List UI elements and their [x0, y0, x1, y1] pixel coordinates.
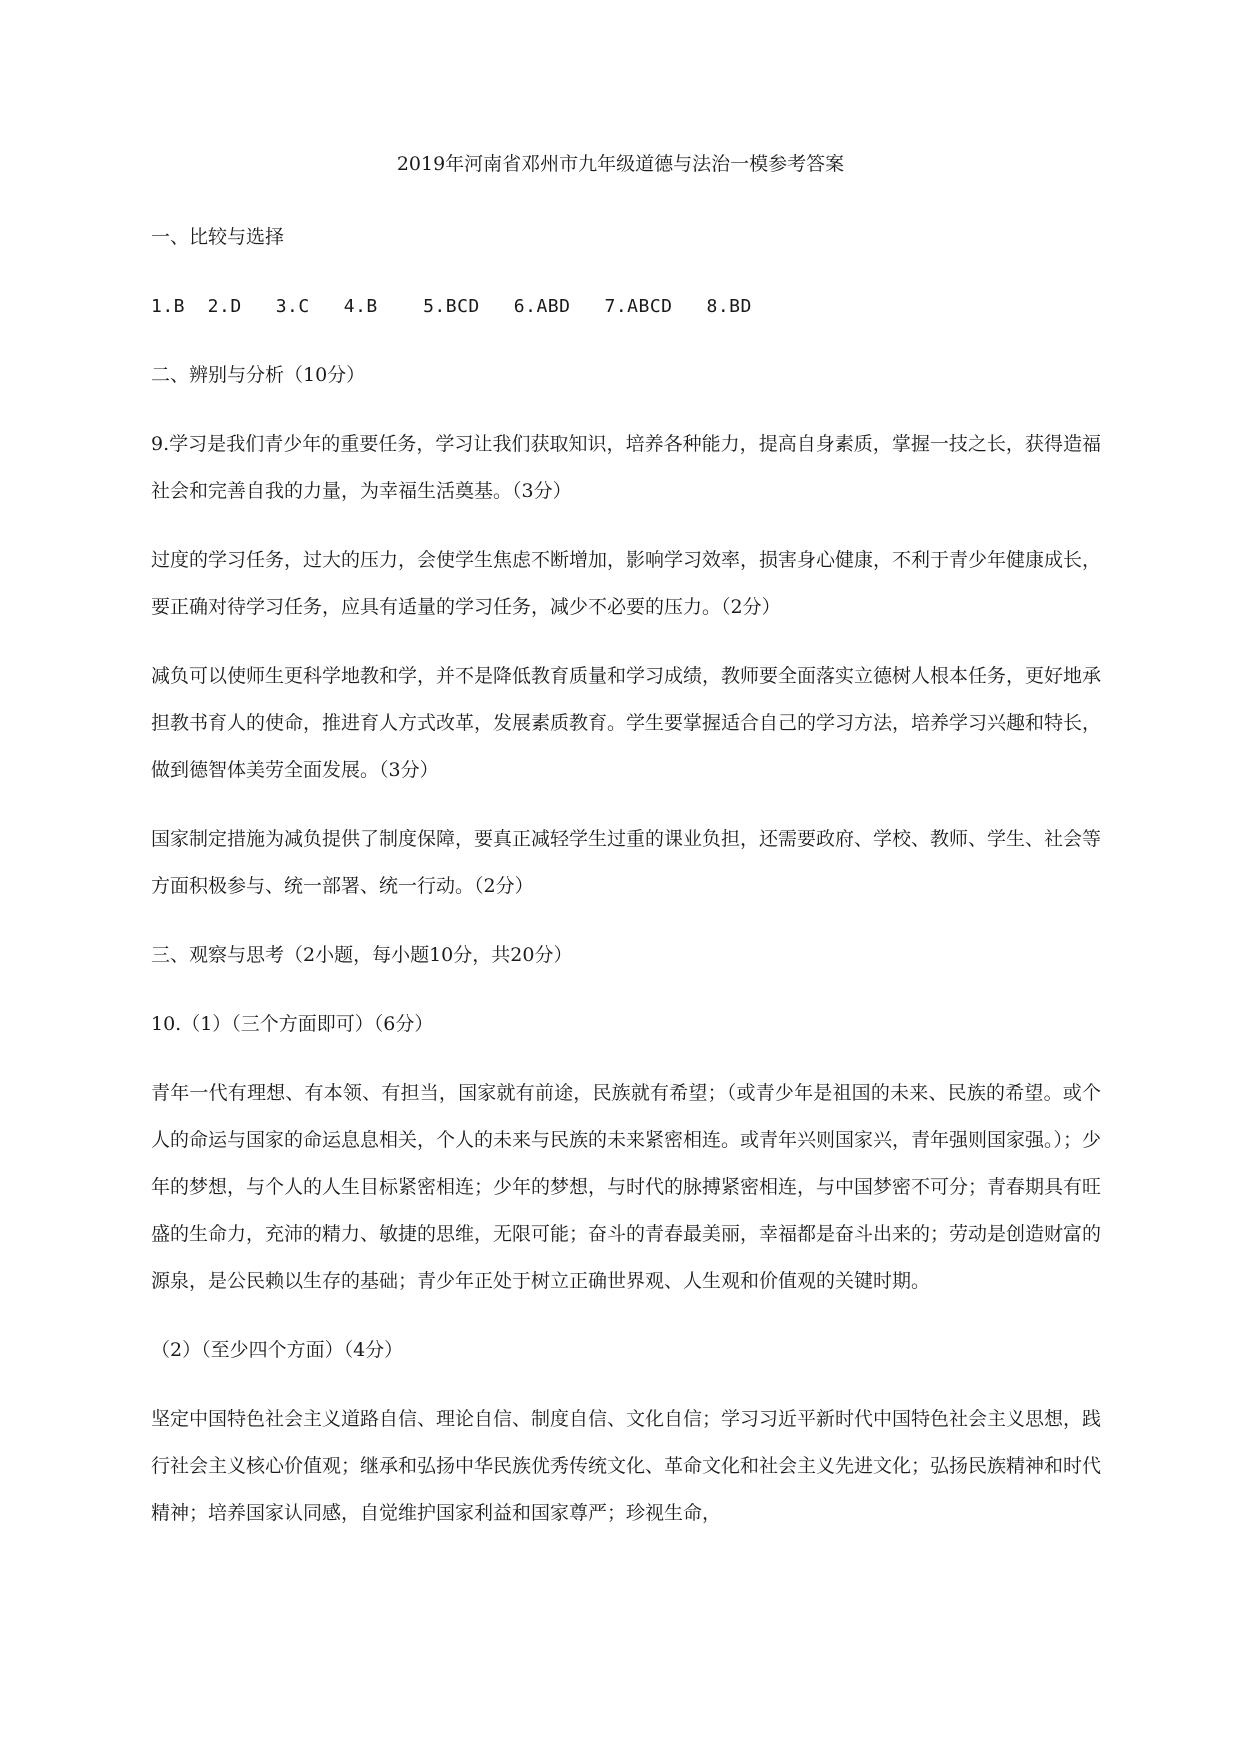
choice-answers: 1.B 2.D 3.C 4.B 5.BCD 6.ABD 7.ABCD 8.BD — [151, 296, 752, 317]
answer-9-paragraph-4: 国家制定措施为减负提供了制度保障，要真正减轻学生过重的课业负担，还需要政府、学校、教师、学生、社会等方面积极参与、统一部署、统一行动。（2分） — [151, 828, 1102, 897]
section-heading-analysis: 二、辨别与分析（10分） — [151, 364, 366, 386]
question-10-part-2-heading: （2）（至少四个方面）（4分） — [151, 1339, 404, 1361]
answer-9-paragraph-1: 9.学习是我们青少年的重要任务，学习让我们获取知识，培养各种能力，提高自身素质，掌握一技之长，获得造福社会和完善自我的力量，为幸福生活奠基。（3分） — [151, 433, 1101, 502]
question-10-part-2-answer: 坚定中国特色社会主义道路自信、理论自信、制度自信、文化自信；学习习近平新时代中国特色社会主义思想，践行社会主义核心价值观；继承和弘扬中华民族优秀传统文化、革命文化和社会主义先进文化；弘扬民族精神和时代精神；培养国家认同感，自觉维护国家利益和国家尊严；珍视生命， — [151, 1408, 1102, 1524]
document-body — [151, 214, 1101, 1559]
document-title: 2019年河南省邓州市九年级道德与法治一模参考答案 — [396, 153, 845, 175]
answer-9-paragraph-2: 过度的学习任务，过大的压力，会使学生焦虑不断增加，影响学习效率，损害身心健康，不利于青少年健康成长，要正确对待学习任务，应具有适量的学习任务，减少不必要的压力。（2分） — [151, 549, 1102, 618]
section-heading-choice: 一、比较与选择 — [151, 226, 285, 248]
question-10-part-1-heading: 10.（1）（三个方面即可）（6分） — [151, 1013, 434, 1035]
question-10-part-1-answer: 青年一代有理想、有本领、有担当，国家就有前途，民族就有希望；（或青少年是祖国的未来、民族的希望。或个人的命运与国家的命运息息相关，个人的未来与民族的未来紧密相连。或青年兴则国家兴，青年强则国家强。）；少年的梦想，与个人的人生目标紧密相连；少年的梦想，与时代的脉搏紧密相连，与中国梦密不可分；青春期具有旺盛的生命力，充沛的精力、敏捷的思维，无限可能；奋斗的青春最美丽，幸福都是奋斗出来的；劳动是创造财富的源泉，是公民赖以生存的基础；青少年正处于树立正确世界观、人生观和价值观的关键时期。 — [151, 1082, 1102, 1292]
section-heading-observation: 三、观察与思考（2小题，每小题10分，共20分） — [151, 944, 573, 966]
answer-9-paragraph-3: 减负可以使师生更科学地教和学，并不是降低教育质量和学习成绩，教师要全面落实立德树人根本任务，更好地承担教书育人的使命，推进育人方式改革，发展素质教育。学生要掌握适合自己的学习方法，培养学习兴趣和特长，做到德智体美劳全面发展。（3分） — [151, 665, 1102, 781]
